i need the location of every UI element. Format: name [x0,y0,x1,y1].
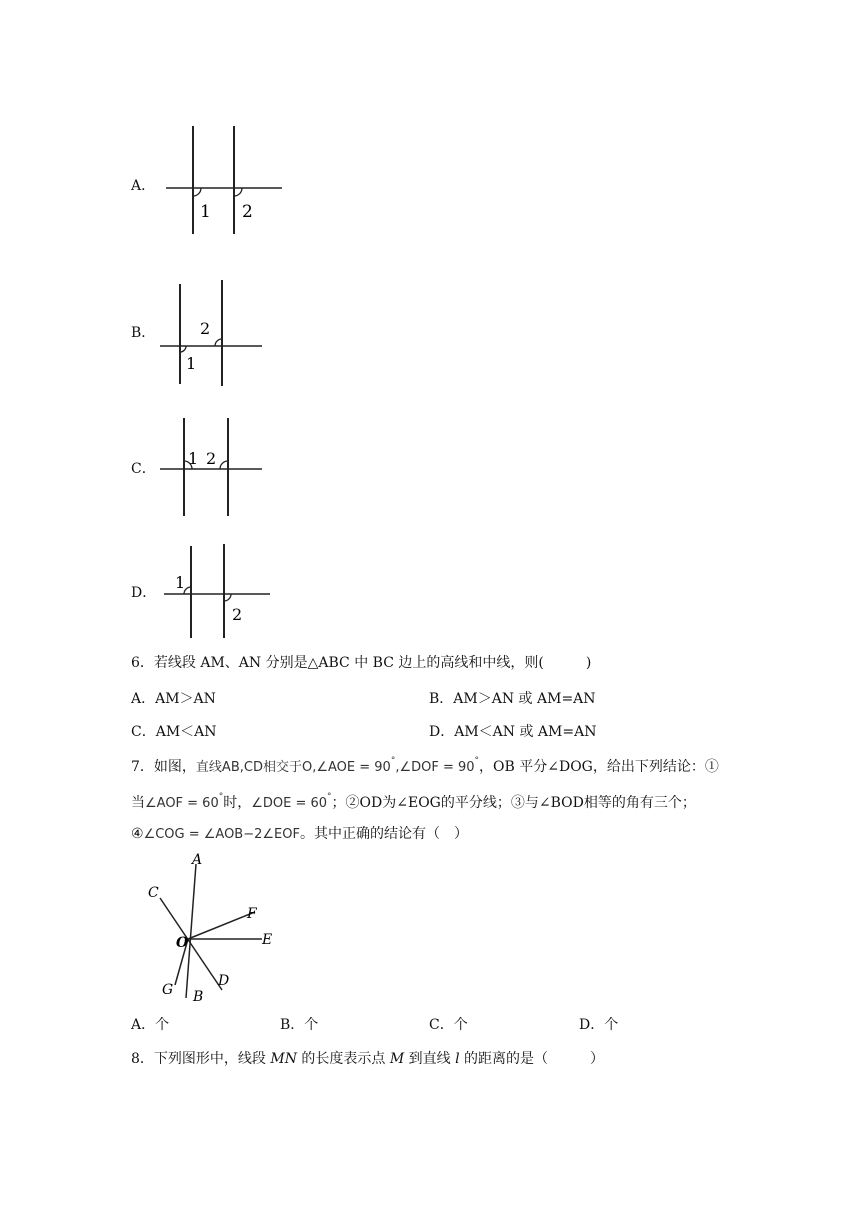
angle-2-label: 2 [200,319,211,338]
point-b-label: B [193,989,204,1005]
option-c-label: C． [131,461,156,477]
angle-1-label: 1 [200,202,211,222]
angle-2-label: 2 [242,202,253,222]
q7-choice-a: A．个 [131,1017,170,1033]
q7-choice-b: B．个 [280,1017,319,1033]
question-7-line-2: 当∠AOF = 60°时，∠DOE = 60°；②OD为∠EOG的平分线；③与∠BOD相等的角有三个； [131,792,696,811]
option-d-figure [160,542,275,642]
q6-choice-d: D．AM＜AN 或 AM=AN [429,724,597,740]
point-o-label: O [176,935,189,951]
angle-1-label: 1 [186,354,197,373]
q7-choice-c: C．个 [429,1017,468,1033]
option-b-label: B． [131,325,156,341]
question-6-stem: 6．若线段 AM、AN 分别是△ABC 中 BC 边上的高线和中线，则( ) [131,655,592,671]
q6-choice-c: C．AM＜AN [131,724,217,740]
angle-1-label: 1 [175,573,186,592]
q6-choice-a: A．AM＞AN [131,691,216,707]
q7-choice-d: D．个 [579,1017,619,1033]
option-c-figure [158,414,268,519]
question-7-line-1: 7．如图，直线AB,CD相交于O,∠AOE = 90°,∠DOF = 90°，OB 平分∠DOG，给出下列结论：① [131,756,719,775]
option-a-figure [160,122,290,242]
question-7-figure [140,850,300,1005]
question-7-line-3: ④∠COG = ∠AOB−2∠EOF。其中正确的结论有（ ） [131,826,468,842]
point-a-label: A [192,852,203,868]
angle-1-label: 1 [188,449,199,468]
option-a-label: A． [131,178,156,194]
q6-choice-b: B．AM＞AN 或 AM=AN [429,691,596,707]
question-8-stem: 8．下列图形中，线段 MN 的长度表示点 M 到直线 l 的距离的是（ ） [131,1051,605,1067]
point-d-label: D [218,973,230,989]
point-g-label: G [162,982,174,998]
option-d-label: D． [131,585,157,601]
angle-2-label: 2 [206,449,217,468]
point-c-label: C [148,885,159,901]
option-b-figure [158,276,268,391]
point-f-label: F [247,906,257,922]
angle-2-label: 2 [232,605,243,624]
point-e-label: E [262,932,273,948]
